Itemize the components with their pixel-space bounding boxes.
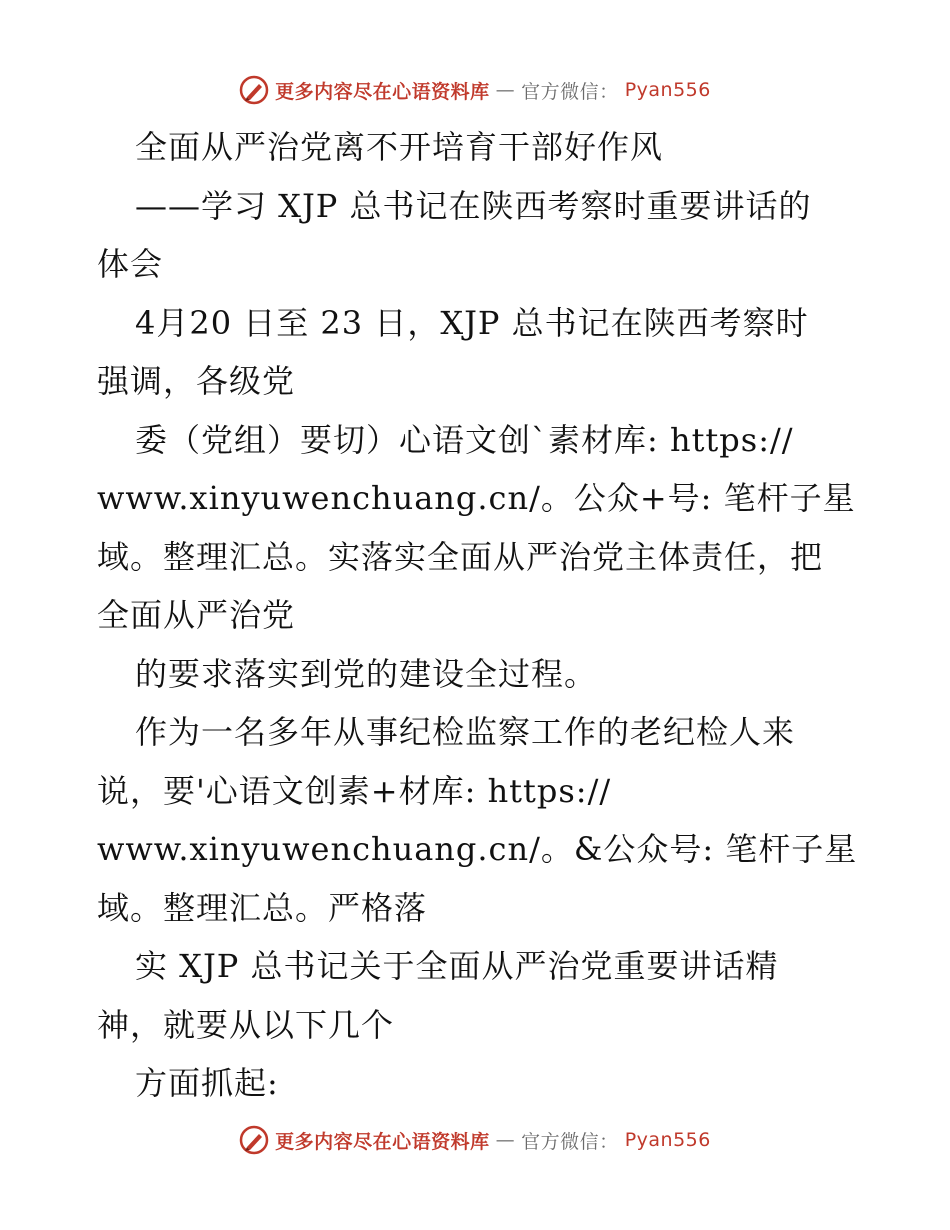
text-line: 强调，各级党 — [97, 362, 296, 400]
text-line: 全面从严治党 — [97, 596, 296, 634]
banner-dash: — — [495, 79, 516, 101]
text-line: www.xinyuwenchuang.cn/。公众+号: 笔杆子星 — [97, 479, 856, 517]
pen-logo-icon — [239, 1125, 269, 1155]
text-line: 全面从严治党离不开培育干部好作风 — [135, 128, 664, 166]
text-line: 说，要'心语文创素+材库: https:// — [97, 771, 612, 810]
banner-main-text: 更多内容尽在心语资料库 — [275, 80, 490, 103]
document-body — [97, 118, 877, 1113]
text-line: 委（党组）要切）心语文创`素材库: https:// — [135, 420, 794, 459]
text-line: 实 XJP 总书记关于全面从严治党重要讲话精 — [135, 947, 779, 985]
text-line: ——学习 XJP 总书记在陕西考察时重要讲话的 — [135, 186, 812, 225]
banner-wechat-id: Pyan556 — [624, 1129, 711, 1151]
pen-logo-icon — [239, 75, 269, 105]
banner-official-label: 官方微信： — [521, 1130, 619, 1153]
footer-banner-content — [239, 1125, 711, 1155]
banner-dash: — — [495, 1129, 516, 1151]
text-line: 神，就要从以下几个 — [97, 1005, 395, 1044]
header-banner — [0, 70, 950, 110]
footer-banner — [0, 1120, 950, 1160]
text-line: www.xinyuwenchuang.cn/。&公众号: 笔杆子星 — [97, 830, 858, 868]
banner-main-text: 更多内容尽在心语资料库 — [275, 1130, 490, 1153]
text-line: 的要求落实到党的建设全过程。 — [135, 654, 598, 693]
text-line: 域。整理汇总。严格落 — [97, 888, 428, 927]
text-line: 作为一名多年从事纪检监察工作的老纪检人来 — [135, 713, 796, 751]
banner-wechat-id: Pyan556 — [624, 79, 711, 101]
header-banner-content — [239, 75, 711, 105]
banner-official-label: 官方微信： — [521, 80, 619, 103]
text-line: 域。整理汇总。实落实全面从严治党主体责任，把 — [97, 537, 824, 576]
text-line: 方面抓起: — [135, 1064, 279, 1102]
text-line: 4月20 日至 23 日，XJP 总书记在陕西考察时 — [135, 303, 809, 342]
text-line: 体会 — [97, 245, 164, 283]
